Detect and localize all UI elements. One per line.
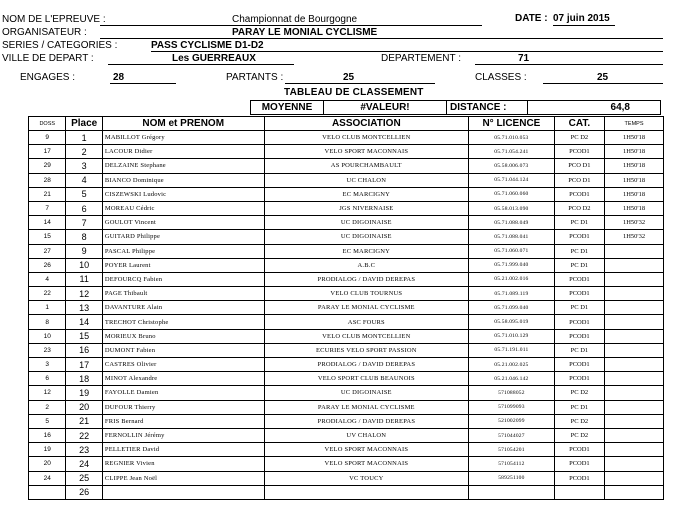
row-name: BIANCO Dominique — [102, 173, 264, 187]
row-cat: PCOD1 — [554, 457, 604, 471]
date-value: 07 juin 2015 — [553, 13, 610, 24]
row-cat: PC D2 — [554, 414, 604, 428]
row-licence: 05.58.006.073 — [469, 159, 555, 173]
row-name: LACOUR Didier — [102, 145, 264, 159]
row-cat: PCOD1 — [554, 315, 604, 329]
row-place: 9 — [66, 244, 102, 258]
row-association: VELO CLUB MONTCELLIEN — [264, 131, 469, 145]
row-licence: 05.71.088.049 — [469, 216, 555, 230]
series-underline — [151, 51, 663, 52]
engages-label: ENGAGES : — [20, 72, 76, 83]
row-temps: 1H50'18 — [605, 131, 664, 145]
row-doss: 24 — [29, 471, 66, 485]
row-licence: 589251100 — [469, 471, 555, 485]
row-temps: 1H50'18 — [605, 145, 664, 159]
row-doss: 4 — [29, 272, 66, 286]
partants-label: PARTANTS : — [226, 72, 284, 83]
epreuve-underline — [100, 25, 482, 26]
row-name: POYER Laurent — [102, 258, 264, 272]
row-licence: 05.71.060.060 — [469, 187, 555, 201]
row-place: 26 — [66, 485, 102, 499]
table-row — [29, 230, 664, 244]
row-association: VELO SPORT MACONNAIS — [264, 443, 469, 457]
row-temps — [605, 272, 664, 286]
departement-value: 71 — [518, 53, 530, 64]
engages-underline — [110, 83, 176, 84]
table-row — [29, 201, 664, 215]
row-licence: 05.71.191.011 — [469, 343, 555, 357]
row-association: JGS NIVERNAISE — [264, 201, 469, 215]
row-place: 13 — [66, 301, 102, 315]
table-row — [29, 258, 664, 272]
row-licence: 05.71.089.119 — [469, 287, 555, 301]
table-row — [29, 428, 664, 442]
row-temps — [605, 414, 664, 428]
row-place: 2 — [66, 145, 102, 159]
row-cat: PC D2 — [554, 386, 604, 400]
row-temps: 1H50'18 — [605, 159, 664, 173]
ville-label: VILLE DE DEPART : — [2, 53, 94, 64]
row-association: UC DIGOINAISE — [264, 216, 469, 230]
row-cat: PCOD1 — [554, 471, 604, 485]
row-temps — [605, 244, 664, 258]
row-cat: PCOD1 — [554, 358, 604, 372]
table-row — [29, 244, 664, 258]
row-licence: 05.71.010.129 — [469, 329, 555, 343]
row-cat: PC D2 — [554, 131, 604, 145]
row-association: VELO SPORT MACONNAIS — [264, 145, 469, 159]
row-place: 10 — [66, 258, 102, 272]
row-licence: 05.71.044.124 — [469, 173, 555, 187]
row-temps — [605, 258, 664, 272]
row-licence: 05.58.013.090 — [469, 201, 555, 215]
row-licence: 571044027 — [469, 428, 555, 442]
departement-label: DEPARTEMENT : — [381, 53, 462, 64]
row-name: CASTRES Olivier — [102, 358, 264, 372]
row-place: 16 — [66, 343, 102, 357]
row-association — [264, 485, 469, 499]
row-name: DEFOURCQ Fabien — [102, 272, 264, 286]
row-association: VELO SPORT CLUB BEAUNOIS — [264, 372, 469, 386]
row-place: 5 — [66, 187, 102, 201]
row-name: PASCAL Philippe — [102, 244, 264, 258]
row-licence — [469, 485, 555, 499]
row-name: FAYOLLE Damien — [102, 386, 264, 400]
row-temps — [605, 443, 664, 457]
row-temps: 1H50'18 — [605, 173, 664, 187]
row-temps: 1H50'32 — [605, 216, 664, 230]
table-row — [29, 386, 664, 400]
moyenne-label: MOYENNE — [251, 101, 324, 115]
header-row — [29, 117, 664, 131]
table-row — [29, 358, 664, 372]
row-cat: PC D1 — [554, 258, 604, 272]
row-doss: 12 — [29, 386, 66, 400]
row-doss: 2 — [29, 400, 66, 414]
row-doss: 7 — [29, 201, 66, 215]
table-row — [29, 287, 664, 301]
row-association: UV CHALON — [264, 428, 469, 442]
row-temps — [605, 343, 664, 357]
table-row — [29, 315, 664, 329]
row-place: 6 — [66, 201, 102, 215]
results-table — [28, 116, 664, 500]
row-place: 23 — [66, 443, 102, 457]
row-cat: PCOD1 — [554, 372, 604, 386]
organisateur-value: PARAY LE MONIAL CYCLISME — [232, 27, 378, 38]
row-name: GOULOT Vincent — [102, 216, 264, 230]
row-licence: 571054112 — [469, 457, 555, 471]
row-association: UC DIGOINAISE — [264, 386, 469, 400]
row-doss: 21 — [29, 187, 66, 201]
row-cat: PCOD1 — [554, 329, 604, 343]
classes-value: 25 — [597, 72, 609, 83]
row-name: DELZAINE Stephane — [102, 159, 264, 173]
table-row — [29, 131, 664, 145]
epreuve-label: NOM DE L'EPREUVE : — [2, 14, 106, 25]
row-temps — [605, 315, 664, 329]
row-doss: 8 — [29, 315, 66, 329]
engages-value: 28 — [113, 72, 125, 83]
row-cat: PCOD1 — [554, 230, 604, 244]
row-association: PARAY LE MONIAL CYCLISME — [264, 301, 469, 315]
row-name: FERNOLLIN Jérémy — [102, 428, 264, 442]
row-doss: 22 — [29, 287, 66, 301]
row-temps — [605, 471, 664, 485]
row-doss: 28 — [29, 173, 66, 187]
row-place: 15 — [66, 329, 102, 343]
row-name: MABILLOT Grégory — [102, 131, 264, 145]
row-cat: PCOD1 — [554, 287, 604, 301]
row-doss: 17 — [29, 145, 66, 159]
row-place: 18 — [66, 372, 102, 386]
row-place: 22 — [66, 428, 102, 442]
col-cat: CAT. — [554, 117, 604, 131]
row-temps — [605, 358, 664, 372]
organisateur-underline — [100, 38, 663, 39]
row-cat: PCOD1 — [554, 272, 604, 286]
row-association: PRODIALOG / DAVID DEREPAS — [264, 414, 469, 428]
row-association: PRODIALOG / DAVID DEREPAS — [264, 272, 469, 286]
table-row — [29, 145, 664, 159]
table-row — [29, 173, 664, 187]
row-licence: 571099093 — [469, 400, 555, 414]
moyenne-distance-table — [250, 100, 661, 115]
row-place: 21 — [66, 414, 102, 428]
partants-underline — [285, 83, 435, 84]
row-doss: 1 — [29, 301, 66, 315]
row-name: CLIPPE Jean Noël — [102, 471, 264, 485]
col-place: Place — [66, 117, 102, 131]
row-association: VC TOUCY — [264, 471, 469, 485]
row-place: 17 — [66, 358, 102, 372]
row-place: 11 — [66, 272, 102, 286]
table-row — [29, 301, 664, 315]
row-association: VELO SPORT MACONNAIS — [264, 457, 469, 471]
row-place: 24 — [66, 457, 102, 471]
row-temps: 1H50'18 — [605, 201, 664, 215]
table-row — [29, 414, 664, 428]
row-doss: 16 — [29, 428, 66, 442]
row-temps: 1H50'32 — [605, 230, 664, 244]
row-place: 25 — [66, 471, 102, 485]
row-licence: 05.71.010.053 — [469, 131, 555, 145]
row-name: MINOT Alexandre — [102, 372, 264, 386]
row-licence: 05.21.002.016 — [469, 272, 555, 286]
row-cat: PCO D2 — [554, 201, 604, 215]
row-association: AS POURCHAMBAULT — [264, 159, 469, 173]
row-temps — [605, 485, 664, 499]
date-label: DATE : — [515, 13, 548, 24]
row-licence: 521002099 — [469, 414, 555, 428]
row-association: ASC FOURS — [264, 315, 469, 329]
row-licence: 05.21.046.142 — [469, 372, 555, 386]
row-place: 12 — [66, 287, 102, 301]
col-temps: TEMPS — [605, 117, 664, 131]
row-name: PELLETIER David — [102, 443, 264, 457]
table-row — [29, 216, 664, 230]
row-temps — [605, 372, 664, 386]
row-cat: PC D1 — [554, 400, 604, 414]
departement-underline — [475, 64, 663, 65]
row-licence: 05.71.099.040 — [469, 301, 555, 315]
col-doss: DOSS — [29, 117, 66, 131]
row-doss: 9 — [29, 131, 66, 145]
row-place: 8 — [66, 230, 102, 244]
row-name: CISZEWSKI Ludovic — [102, 187, 264, 201]
date-underline — [553, 25, 615, 26]
row-licence: 05.71.054.241 — [469, 145, 555, 159]
row-doss: 20 — [29, 457, 66, 471]
row-cat: PC D1 — [554, 301, 604, 315]
row-doss: 3 — [29, 358, 66, 372]
classes-label: CLASSES : — [475, 72, 527, 83]
row-cat: PC D2 — [554, 428, 604, 442]
row-doss: 23 — [29, 343, 66, 357]
row-place: 1 — [66, 131, 102, 145]
distance-label: DISTANCE : — [447, 101, 528, 115]
epreuve-value: Championnat de Bourgogne — [232, 14, 358, 25]
row-place: 7 — [66, 216, 102, 230]
row-name: GUITARD Philippe — [102, 230, 264, 244]
row-cat — [554, 485, 604, 499]
row-doss: 10 — [29, 329, 66, 343]
col-name: NOM et PRENOM — [102, 117, 264, 131]
row-licence: 05.71.060.071 — [469, 244, 555, 258]
row-temps — [605, 428, 664, 442]
row-place: 3 — [66, 159, 102, 173]
row-doss: 26 — [29, 258, 66, 272]
row-temps — [605, 287, 664, 301]
row-place: 4 — [66, 173, 102, 187]
row-doss — [29, 485, 66, 499]
row-cat: PC D1 — [554, 216, 604, 230]
row-doss: 15 — [29, 230, 66, 244]
table-row — [29, 443, 664, 457]
row-doss: 29 — [29, 159, 66, 173]
row-temps: 1H50'18 — [605, 187, 664, 201]
row-licence: 05.71.999.040 — [469, 258, 555, 272]
row-name: PAGE Thibault — [102, 287, 264, 301]
row-name: MORIEUX Bruno — [102, 329, 264, 343]
row-cat: PCOD1 — [554, 443, 604, 457]
row-temps — [605, 301, 664, 315]
table-row — [29, 400, 664, 414]
row-association: UC CHALON — [264, 173, 469, 187]
table-row — [29, 485, 664, 499]
row-name: REGNIER Vivien — [102, 457, 264, 471]
table-row — [29, 159, 664, 173]
row-cat: PC D1 — [554, 343, 604, 357]
row-association: A.B.C — [264, 258, 469, 272]
col-association: ASSOCIATION — [264, 117, 469, 131]
distance-value: 64,8 — [528, 101, 661, 115]
row-licence: 571054201 — [469, 443, 555, 457]
row-temps — [605, 386, 664, 400]
row-cat: PCOD1 — [554, 145, 604, 159]
row-association: ECURIES VELO SPORT PASSION — [264, 343, 469, 357]
row-temps — [605, 329, 664, 343]
organisateur-label: ORGANISATEUR : — [2, 27, 87, 38]
row-place: 20 — [66, 400, 102, 414]
row-temps — [605, 457, 664, 471]
row-name: DUMONT Fabien — [102, 343, 264, 357]
row-doss: 19 — [29, 443, 66, 457]
row-association: UC DIGOINAISE — [264, 230, 469, 244]
row-place: 14 — [66, 315, 102, 329]
table-row — [29, 187, 664, 201]
row-licence: 05.58.095.019 — [469, 315, 555, 329]
table-row — [29, 343, 664, 357]
ville-underline — [108, 64, 294, 65]
row-licence: 05.71.088.041 — [469, 230, 555, 244]
row-licence: 05.21.002.025 — [469, 358, 555, 372]
row-place: 19 — [66, 386, 102, 400]
row-doss: 6 — [29, 372, 66, 386]
row-cat: PC D1 — [554, 244, 604, 258]
row-cat: PCOD1 — [554, 187, 604, 201]
table-row — [29, 329, 664, 343]
series-label: SERIES / CATEGORIES : — [2, 40, 118, 51]
row-doss: 14 — [29, 216, 66, 230]
row-doss: 27 — [29, 244, 66, 258]
row-association: VELO CLUB TOURNUS — [264, 287, 469, 301]
row-temps — [605, 400, 664, 414]
table-row — [29, 471, 664, 485]
row-licence: 571088052 — [469, 386, 555, 400]
row-cat: PCO D1 — [554, 173, 604, 187]
row-association: VELO CLUB MONTCELLIEN — [264, 329, 469, 343]
tableau-title: TABLEAU DE CLASSEMENT — [284, 87, 424, 98]
row-name: MOREAU Cédric — [102, 201, 264, 215]
results-body — [29, 131, 664, 500]
table-row — [29, 272, 664, 286]
row-name: FRIS Bernard — [102, 414, 264, 428]
table-row — [29, 457, 664, 471]
moyenne-value: #VALEUR! — [324, 101, 447, 115]
partants-value: 25 — [343, 72, 355, 83]
ville-value: Les GUERREAUX — [172, 53, 256, 64]
row-name: DAVANTURE Alain — [102, 301, 264, 315]
row-name: DUFOUR Thierry — [102, 400, 264, 414]
row-association: PARAY LE MONIAL CYCLISME — [264, 400, 469, 414]
row-association: PRODIALOG / DAVID DEREPAS — [264, 358, 469, 372]
classes-underline — [543, 83, 663, 84]
row-name: TRECHOT Christophe — [102, 315, 264, 329]
series-value: PASS CYCLISME D1-D2 — [151, 40, 264, 51]
table-row — [29, 372, 664, 386]
row-association: EC MARCIGNY — [264, 187, 469, 201]
row-doss: 5 — [29, 414, 66, 428]
row-association: EC MARCIGNY — [264, 244, 469, 258]
row-cat: PCO D1 — [554, 159, 604, 173]
col-licence: N° LICENCE — [469, 117, 555, 131]
row-name — [102, 485, 264, 499]
